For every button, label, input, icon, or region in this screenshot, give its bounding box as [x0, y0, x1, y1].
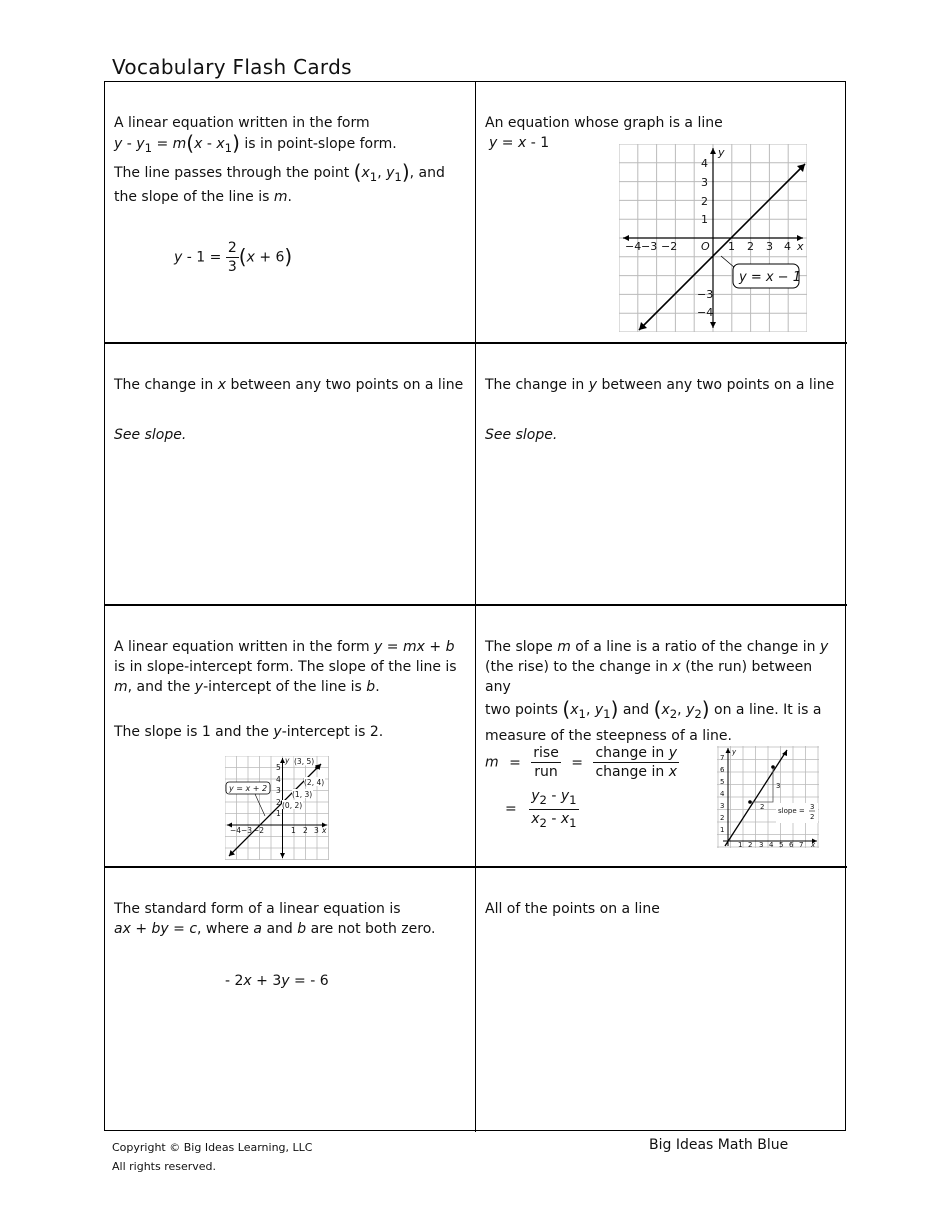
lin-x-tick-4: 4: [784, 240, 791, 253]
f-rise: rise: [533, 745, 559, 761]
si-x-tick-neg3: −3: [241, 826, 253, 835]
lin-x-tick-neg2: −2: [661, 240, 678, 253]
slope-y-tick-7: 7: [720, 754, 725, 762]
slope-p3-pre: two points: [485, 702, 558, 718]
si-x-tick-neg4: −4: [230, 826, 242, 835]
si-line3-end: .: [375, 679, 380, 695]
f-s1a: 1: [569, 792, 577, 807]
ex-fraction-den: 3: [227, 258, 237, 275]
std-eq-by: by: [151, 921, 169, 937]
slope-ratio-label: slope =: [778, 807, 805, 815]
flash-card-grid: [104, 81, 846, 1131]
linear-eq-def: An equation whose graph is a line: [485, 115, 723, 131]
slope-p2-post: (the run) between any: [485, 659, 813, 695]
line3-post: , and: [409, 164, 445, 181]
lin-y-tick-neg4: −4: [697, 306, 714, 319]
point-slope-line3: The line passes through the point ($x_1$, $y_1$), and: [114, 159, 445, 184]
ex-fraction: [226, 239, 239, 276]
lin-y-tick-4: 4: [701, 157, 708, 170]
si-point-label-1-3: (1, 3): [292, 790, 313, 799]
f-change-fraction: [593, 744, 679, 781]
slope-p2-pre: (the rise) to the change in: [485, 659, 669, 675]
slope-p3-post: on a line. It is a: [714, 702, 822, 718]
card-linear-equation: [476, 82, 847, 344]
si-line1-text: A linear equation written in the form: [114, 639, 370, 655]
f-cy: y: [668, 745, 677, 761]
si-x-tick-3: 3: [314, 826, 319, 835]
std-ex-equals: =: [294, 973, 306, 989]
slope-x-tick-1: 1: [738, 841, 743, 848]
slope-x-tick-2: 2: [748, 841, 753, 848]
slope-point-b: [771, 765, 775, 769]
f-x2: x: [531, 810, 540, 827]
eq-minus2: -: [206, 136, 212, 152]
eq-m: m: [172, 136, 187, 152]
lin-x-tick-1: 1: [728, 240, 735, 253]
si-line2: is in slope-intercept form. The slope of the line is: [114, 659, 457, 675]
si-y-tick-3: 3: [276, 786, 281, 795]
slope-p3-y1: y: [594, 702, 604, 718]
si-line3-b: b: [366, 679, 376, 695]
lin-x-tick-neg4: −4: [625, 240, 642, 253]
slope-p1-pre: The slope: [485, 639, 553, 655]
lin-y-tick-3: 3: [701, 176, 708, 189]
f-coord-den: [529, 810, 578, 832]
ex-six: 6: [275, 249, 285, 266]
slope-p3-s3: 2: [669, 706, 678, 721]
footer-book-title: Big Ideas Math Blue: [649, 1137, 789, 1153]
f-eq3: =: [505, 801, 517, 818]
si-line3-post: -intercept of the line is: [203, 679, 362, 695]
rise-see-slope: See slope.: [485, 427, 558, 443]
std-ex-3: 3: [272, 973, 282, 989]
ex-fraction-num: 2: [227, 239, 237, 256]
ex-minus: -: [186, 249, 192, 266]
si-eq-equals: =: [386, 639, 399, 655]
std-ex-rhs: - 6: [310, 973, 329, 989]
slope-ratio-num: 3: [810, 803, 815, 811]
card-run: [105, 344, 476, 606]
slope-formula-row2: [485, 787, 705, 832]
slope-x-tick-3: 3: [759, 841, 764, 848]
si-example: [114, 722, 467, 742]
footer-copyright: [112, 1138, 312, 1176]
card-slope-intercept-form: [105, 606, 476, 868]
line3-pre: The line passes through the point: [114, 164, 350, 181]
si-eq-plus: +: [429, 639, 442, 655]
si-line3-m: m: [114, 679, 128, 695]
ex-one: 1: [196, 249, 206, 266]
f-eq1: =: [509, 754, 521, 771]
f-minus1: -: [551, 788, 557, 804]
f-eq2: =: [571, 754, 584, 771]
slope-x-tick-6: 6: [789, 841, 794, 848]
line4-m: m: [273, 188, 288, 205]
card-point-slope-form: [105, 82, 476, 344]
rise-def-post: between any two points on a line: [601, 377, 835, 393]
f-minus2: -: [551, 810, 557, 827]
slope-formula-row1: [485, 744, 705, 781]
f-cy-pre: change in: [595, 745, 665, 761]
lin-ex-x: x: [517, 135, 527, 151]
slope-y-tick-4: 4: [720, 790, 725, 798]
card-slope: [476, 606, 847, 868]
slope-p3-x2: x: [661, 702, 670, 718]
std-eq-ax: ax: [114, 921, 131, 937]
rise-def-var: y: [588, 377, 597, 393]
slope-x-tick-5: 5: [779, 841, 784, 848]
card-standard-form: [105, 868, 476, 1132]
f-coord-num: [529, 787, 578, 810]
ex-x: x: [246, 249, 255, 266]
slope-p3: two points ($x_1$, $y_1$) and ($x_2$, $y_2$) on a line. It is a: [485, 697, 822, 721]
lin-ex-y: y: [489, 135, 498, 151]
point-slope-line4: [114, 187, 467, 207]
f-s1b: 1: [569, 815, 577, 830]
slope-p1-y: y: [819, 639, 829, 655]
std-eq-equals: =: [173, 921, 185, 937]
f-m: m: [485, 754, 499, 771]
si-line1: [114, 637, 467, 657]
si-eq-y: y: [374, 639, 383, 655]
pt-y: y: [386, 164, 395, 181]
lin-y-axis-label: y: [718, 146, 725, 159]
std-ex-y: y: [281, 973, 290, 989]
f-s2a: 2: [539, 792, 547, 807]
f-change-x: [593, 763, 679, 781]
si-point-label-2-4: (2, 4): [304, 778, 325, 787]
si-line-label: y = x + 2: [229, 784, 268, 793]
si-x-tick-1: 1: [291, 826, 296, 835]
std-ex-x: x: [243, 973, 252, 989]
slope-p2: [485, 657, 839, 697]
std-eq-b: b: [297, 921, 307, 937]
f-rise-run: [531, 744, 561, 781]
slope-p3-s1: 1: [578, 706, 586, 721]
ex-plus: +: [259, 249, 272, 266]
run-def-post: between any two points on a line: [230, 377, 464, 393]
si-line3-y: y: [194, 679, 204, 695]
si-eq-mx: mx: [402, 639, 425, 655]
card-rise: [476, 344, 847, 606]
f-coord-fraction: [529, 787, 578, 832]
ex-equals: =: [209, 249, 222, 266]
std-eq-post: , where: [197, 921, 249, 937]
pt-comma: ,: [377, 164, 382, 181]
rise-def: [485, 375, 839, 395]
slope-x-tick-7: 7: [799, 841, 804, 848]
slope-formula: [485, 744, 705, 832]
copyright-text: Copyright © Big Ideas Learning, LLC: [112, 1141, 313, 1154]
lin-y-tick-1: 1: [701, 213, 708, 226]
eq-x: x: [194, 136, 203, 152]
lin-x-tick-3: 3: [766, 240, 773, 253]
std-example: [114, 971, 467, 991]
slope-p3-y2: y: [686, 702, 695, 718]
pt-y-sub: 1: [394, 169, 402, 184]
eq-minus: -: [126, 136, 132, 152]
std-eq-plus: +: [135, 921, 148, 937]
rights-text: All rights reserved.: [112, 1160, 217, 1173]
lin-origin: O: [701, 240, 710, 253]
std-eq-c: c: [189, 921, 198, 937]
si-y-tick-5: 5: [276, 763, 281, 772]
si-point-label-3-5: (3, 5): [294, 757, 315, 766]
slope-p4: measure of the steepness of a line.: [485, 727, 732, 744]
page-title: Vocabulary Flash Cards: [112, 55, 352, 79]
si-example-post: -intercept is 2.: [281, 724, 384, 740]
point-slope-line2-rest: is in point-slope form.: [244, 136, 397, 152]
slope-p1-m: m: [557, 639, 571, 655]
si-x-tick-2: 2: [303, 826, 308, 835]
run-def: [114, 375, 467, 395]
lin-x-tick-2: 2: [747, 240, 754, 253]
slope-p2-x: x: [672, 659, 681, 675]
slope-y-tick-3: 3: [720, 802, 725, 810]
slope-p3-s4: 2: [694, 706, 702, 721]
lin-line-label: y = x − 1: [739, 270, 801, 285]
std-ex-plus: +: [256, 973, 268, 989]
lin-ex-equals: =: [501, 135, 514, 151]
lin-x-tick-neg3: −3: [641, 240, 658, 253]
run-see-slope: See slope.: [114, 427, 187, 443]
line4-post: .: [287, 188, 292, 205]
slope-ratio-den: 2: [810, 813, 815, 821]
f-cx-pre: change in: [595, 764, 665, 780]
slope-p3-and: and: [622, 702, 650, 718]
slope-run-label: 2: [760, 803, 765, 811]
si-point-label-0-2: (0, 2): [282, 801, 303, 810]
si-line3: [114, 677, 467, 697]
ex-y: y: [174, 249, 183, 266]
lin-y-tick-2: 2: [701, 195, 708, 208]
slope-graph: [717, 746, 819, 848]
card-solution: [476, 868, 847, 1132]
f-run: run: [534, 764, 558, 780]
f-y1: y: [560, 788, 570, 804]
slope-point-a: [748, 800, 752, 804]
slope-y-tick-2: 2: [720, 814, 725, 822]
linear-equation-graph: [619, 144, 807, 332]
f-s2b: 2: [539, 815, 547, 830]
slope-p1-post: of a line is a ratio of the change in: [575, 639, 816, 655]
eq-y: y: [114, 136, 123, 152]
f-x1: x: [560, 810, 570, 827]
slope-p3-s2: 1: [603, 706, 611, 721]
si-y-tick-1: 1: [276, 809, 281, 818]
eq-y1: y: [136, 136, 145, 152]
point-slope-line1: A linear equation written in the form: [114, 115, 370, 131]
slope-rise-label: 3: [776, 782, 781, 790]
si-y-axis-label: y: [285, 756, 290, 765]
si-y-tick-2: 2: [276, 798, 281, 807]
std-line1: The standard form of a linear equation is: [114, 901, 401, 917]
run-def-pre: The change in: [114, 377, 214, 393]
slope-y-tick-5: 5: [720, 778, 725, 786]
si-eq-b: b: [445, 639, 455, 655]
lin-x-axis-label: x: [797, 240, 804, 253]
si-example-y: y: [273, 724, 282, 740]
lin-ex-one: 1: [540, 135, 550, 151]
lin-y-tick-neg3: −3: [697, 288, 714, 301]
slope-y-axis-label: y: [732, 748, 737, 756]
point-slope-example: y - 1 = $\frac{2}{3}$ (x + 6): [174, 239, 293, 275]
si-line3-mid: , and the: [127, 679, 191, 695]
slope-p3-x1: x: [570, 702, 579, 718]
line4-pre: the slope of the line is: [114, 188, 270, 205]
eq-y1-sub: 1: [144, 140, 152, 155]
slope-x-axis-label: x: [811, 841, 816, 848]
run-def-var: x: [217, 377, 226, 393]
slope-intercept-graph: [225, 756, 329, 860]
si-x-tick-neg2: −2: [253, 826, 265, 835]
std-eq-end: are not both zero.: [310, 921, 436, 937]
slope-p1: [485, 637, 839, 657]
std-line2: [114, 919, 467, 939]
lin-ex-minus: -: [530, 135, 536, 151]
eq-equals: =: [156, 136, 169, 152]
si-point-3-5: [315, 766, 319, 770]
std-eq-and: and: [266, 921, 293, 937]
f-y2: y: [531, 788, 540, 804]
eq-x1-sub: 1: [224, 140, 233, 155]
f-cx: x: [668, 764, 677, 780]
slope-x-tick-4: 4: [769, 841, 774, 848]
slope-y-tick-6: 6: [720, 766, 725, 774]
rise-def-pre: The change in: [485, 377, 585, 393]
si-y-tick-4: 4: [276, 775, 281, 784]
solution-def: All of the points on a line: [485, 901, 660, 917]
std-eq-a: a: [253, 921, 262, 937]
eq-x1: x: [216, 136, 225, 152]
pt-x-sub: 1: [369, 169, 378, 184]
si-x-axis-label: x: [322, 826, 327, 835]
std-ex-neg2: - 2: [225, 973, 244, 989]
si-example-pre: The slope is 1 and the: [114, 724, 269, 740]
point-slope-line2: $y - y_1 = m(x - x_1)$ is in point-slope form.: [114, 131, 397, 155]
slope-y-tick-1: 1: [720, 826, 725, 834]
pt-x: x: [361, 164, 370, 181]
f-change-y: [593, 744, 679, 763]
